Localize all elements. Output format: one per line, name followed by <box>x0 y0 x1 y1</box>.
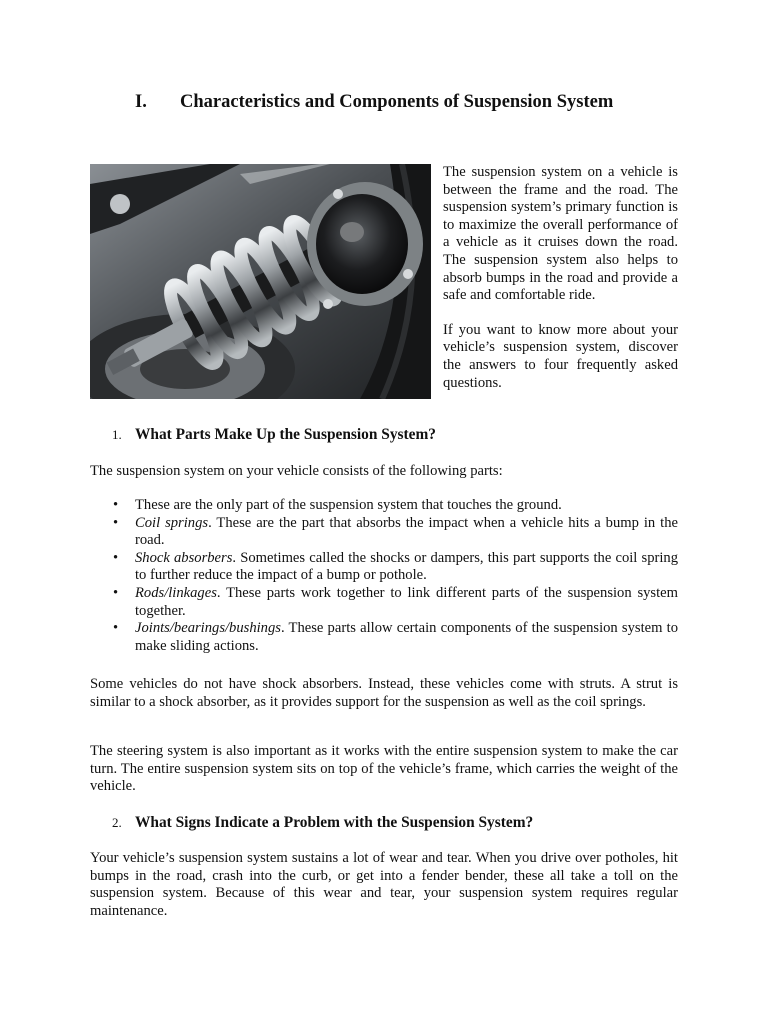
list-item <box>113 585 678 620</box>
steering-paragraph <box>90 743 678 796</box>
section-heading <box>135 92 695 113</box>
question-1-heading <box>112 426 436 444</box>
question-1-title: What Parts Make Up the Suspension System? <box>135 426 436 443</box>
section-title: Characteristics and Components of Suspension System <box>180 92 614 112</box>
struts-paragraph <box>90 676 678 711</box>
item-term: Shock absorbers <box>135 549 233 566</box>
item-text: . These parts allow certain components of the suspension system to make sliding actions. <box>135 620 678 654</box>
question-1-number: 1. <box>112 427 122 442</box>
question-2-paragraph <box>90 850 678 920</box>
list-item <box>113 620 678 655</box>
bullet-icon: • <box>113 584 119 601</box>
list-item <box>113 497 678 515</box>
item-term: Joints/bearings/bushings <box>135 620 281 637</box>
list-item <box>113 515 678 550</box>
question-2-title: What Signs Indicate a Problem with the Suspension System? <box>135 814 534 831</box>
intro-paragraph-1: The suspension system on a vehicle is between the frame and the road. The suspension system’s primary function is to maximize the overall performance of a vehicle as it cruises down the road. The suspension system also helps to absorb bumps in the road and provide a safe and comfortable ride. <box>443 164 678 304</box>
item-text: . These are the part that absorbs the impact when a vehicle hits a bump in the road. <box>135 514 678 549</box>
item-text: . These parts work together to link different parts of the suspension system together. <box>135 584 678 619</box>
bullet-icon: • <box>113 514 119 531</box>
intro-text <box>443 164 678 409</box>
question-2-heading <box>112 814 533 832</box>
coilover-suspension-photo <box>90 164 431 399</box>
wear-text: Your vehicle’s suspension system sustains a lot of wear and tear. When you drive over potholes, hit bumps in the road, crash into the curb, or get into a fender bender, these all take a toll on the suspension system. Because of this wear and tear, your suspension system requires regular maintenance. <box>90 850 678 919</box>
question-2-number: 2. <box>112 815 122 830</box>
lead-text: The suspension system on your vehicle consists of the following parts: <box>90 463 503 479</box>
question-1-lead <box>90 463 678 481</box>
bullet-icon: • <box>113 497 119 513</box>
section-number: I. <box>135 92 147 112</box>
item-term: Coil springs <box>135 514 209 531</box>
item-term: Rods/linkages <box>135 584 217 601</box>
list-item <box>113 550 678 585</box>
struts-text: Some vehicles do not have shock absorbers. Instead, these vehicles come with struts. A strut is similar to a shock absorber, as it provides support for the suspension as well as the coil springs. <box>90 676 678 710</box>
item-text: These are the only part of the suspension system that touches the ground. <box>135 497 562 513</box>
item-text: . Sometimes called the shocks or dampers, this part supports the coil spring to further reduce the impact of a bump or pothole. <box>135 549 678 584</box>
bullet-icon: • <box>113 620 119 637</box>
parts-list <box>113 497 678 655</box>
intro-paragraph-2: If you want to know more about your vehicle’s suspension system, discover the answers to four frequently asked questions. <box>443 321 678 391</box>
steering-text: The steering system is also important as it works with the entire suspension system to make the car turn. The entire suspension system sits on top of the vehicle’s frame, which carries the weight of the vehicle. <box>90 743 678 795</box>
bullet-icon: • <box>113 549 119 566</box>
